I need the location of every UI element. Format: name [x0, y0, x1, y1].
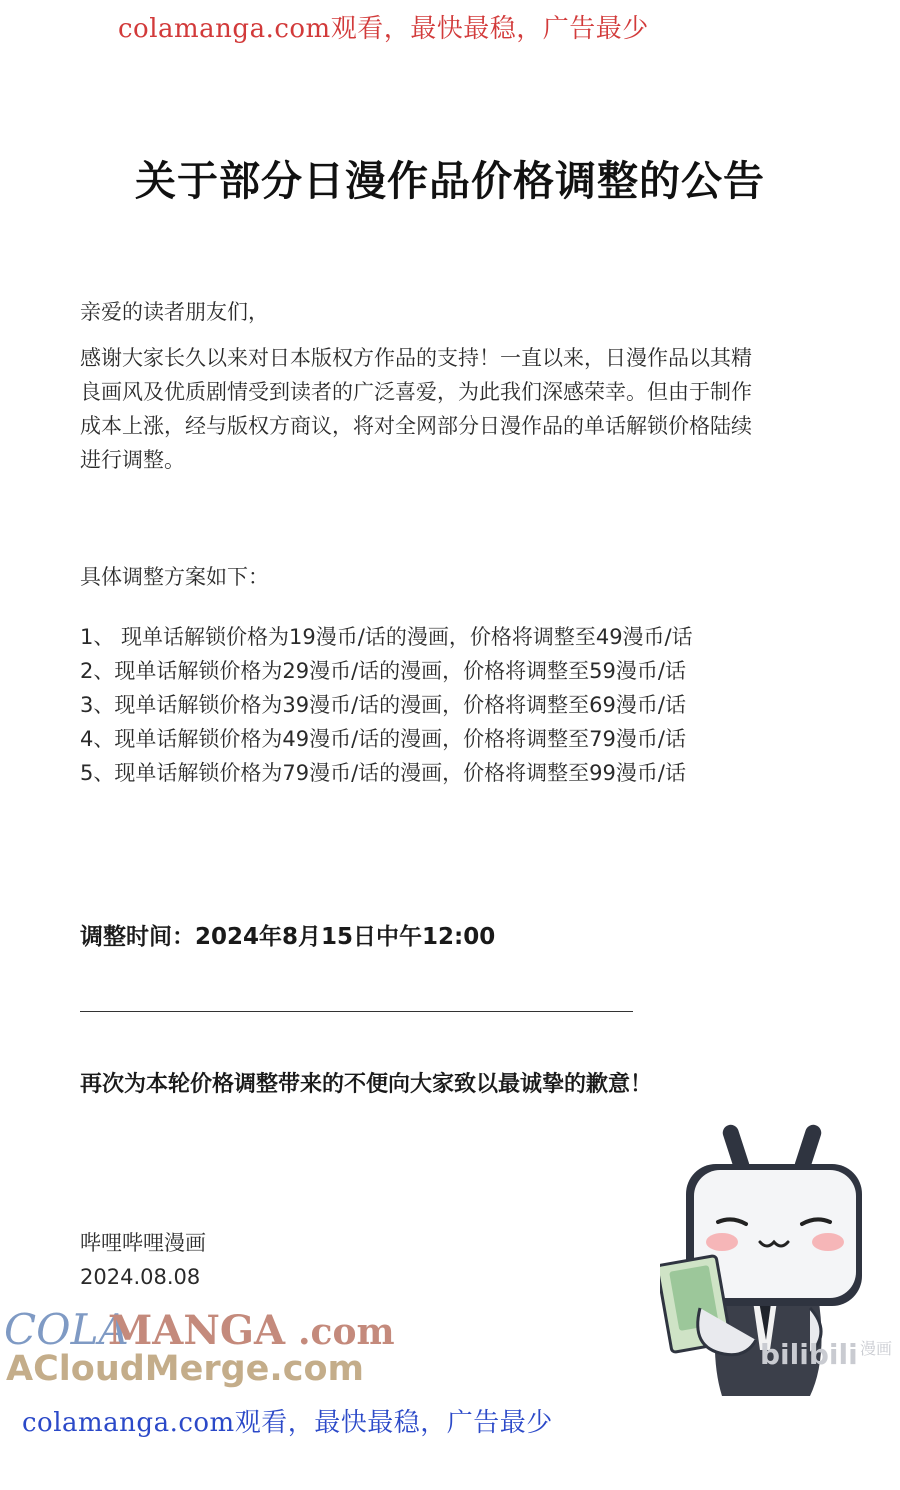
body-line: 感谢大家长久以来对日本版权方作品的支持！一直以来，日漫作品以其精 — [80, 346, 752, 370]
logo-manga: MANGA — [108, 1307, 286, 1354]
acloudmerge-logo — [4, 1344, 424, 1392]
watermark-bottom: colamanga.com观看，最快最稳，广告最少 — [22, 1408, 553, 1438]
list-item: 2、现单话解锁价格为29漫币/话的漫画，价格将调整至59漫币/话 — [80, 659, 686, 683]
adjustment-time: 调整时间：2024年8月15日中午12:00 — [80, 924, 496, 950]
logo-cola: COLA — [4, 1305, 129, 1354]
list-item: 4、现单话解锁价格为49漫币/话的漫画，价格将调整至79漫币/话 — [80, 727, 686, 751]
list-item: 5、现单话解锁价格为79漫币/话的漫画，价格将调整至99漫币/话 — [80, 761, 686, 785]
bilibili-logo-text: bilibili — [760, 1338, 858, 1371]
body-line: 良画风及优质剧情受到读者的广泛喜爱，为此我们深感荣幸。但由于制作 — [80, 380, 752, 404]
signature-name: 哔哩哔哩漫画 — [80, 1231, 206, 1255]
page-title: 关于部分日漫作品价格调整的公告 — [135, 157, 765, 205]
apology-text: 再次为本轮价格调整带来的不便向大家致以最诚挚的歉意！ — [80, 1072, 653, 1097]
price-adjustment-list — [80, 620, 693, 790]
logo-com: .com — [298, 1311, 395, 1353]
signature-date: 2024.08.08 — [80, 1265, 201, 1289]
body-line: 进行调整。 — [80, 448, 185, 472]
plan-intro: 具体调整方案如下： — [80, 565, 269, 589]
list-item: 1、 现单话解锁价格为19漫币/话的漫画，价格将调整至49漫币/话 — [80, 625, 693, 649]
greeting: 亲爱的读者朋友们， — [80, 300, 269, 324]
body-line: 成本上涨，经与版权方商议，将对全网部分日漫作品的单话解锁价格陆续 — [80, 414, 752, 438]
watermark-top: colamanga.com观看，最快最稳，广告最少 — [118, 14, 649, 44]
list-item: 3、现单话解锁价格为39漫币/话的漫画，价格将调整至69漫币/话 — [80, 693, 686, 717]
bilibili-logo-sub: 漫画 — [860, 1339, 893, 1358]
logo-acloudmerge: ACloudMerge.com — [6, 1349, 364, 1389]
mascot-illustration — [660, 1118, 895, 1403]
announcement-body — [80, 341, 810, 477]
divider — [80, 1011, 633, 1012]
